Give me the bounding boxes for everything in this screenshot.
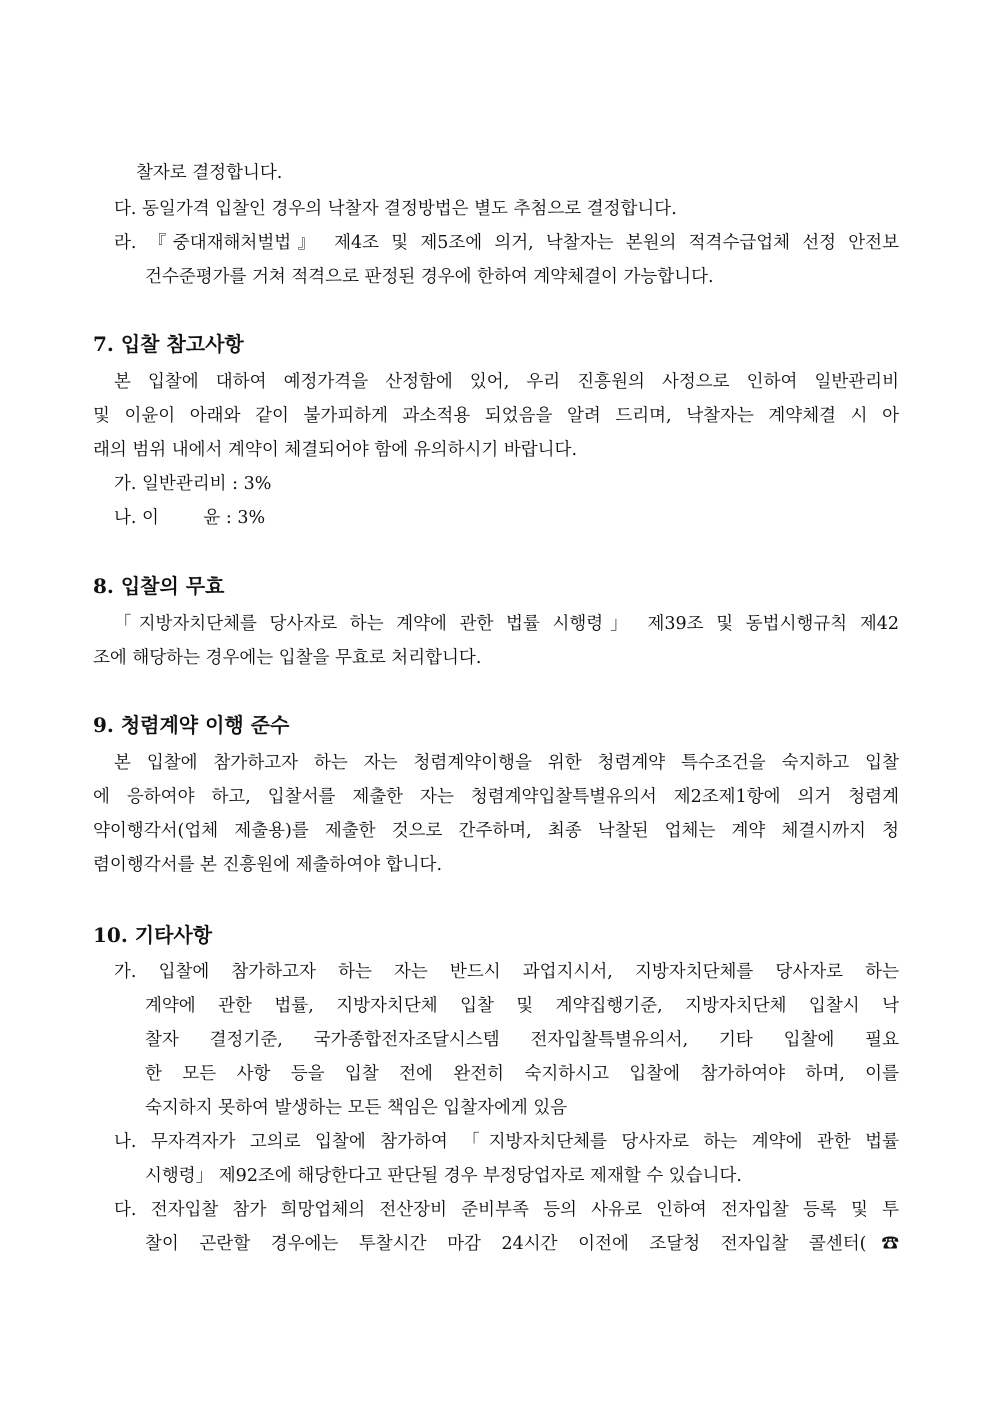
section-10-item-a-line: 찰자 결정기준, 국가종합전자조달시스템 전자입찰특별유의서, 기타 입찰에 필요 [145,1030,899,1050]
section-7-paragraph-line: 본 입찰에 대하여 예정가격을 산정함에 있어, 우리 진흥원의 사정으로 인하여 일반관리비 [114,372,899,392]
sec6-item-ra-continuation: 건수준평가를 거쳐 적격으로 판정된 경우에 한하여 계약체결이 가능합니다. [145,267,714,287]
section-7-paragraph-line: 및 이윤이 아래와 같이 불가피하게 과소적용 되었음을 알려 드리며, 낙찰자는 계약체결 시 아 [93,406,899,426]
section-8-paragraph-line: 「지방자치단체를 당사자로 하는 계약에 관한 법률 시행령」 제39조 및 동법시행규칙 제42 [114,614,899,634]
section-10-item-a: 가. 입찰에 참가하고자 하는 자는 반드시 과업지시서, 지방자치단체를 당사자로 하는 [114,962,899,982]
section-7-item-general-admin: 가. 일반관리비 : 3% [114,474,272,494]
sec6-item-ra: 라. 『중대재해처벌법』 제4조 및 제5조에 의거, 낙찰자는 본원의 적격수급업체 선정 안전보 [114,233,899,253]
section-10-title: 10. 기타사항 [93,923,213,947]
section-10-item-c-line: 찰이 곤란할 경우에는 투찰시간 마감 24시간 이전에 조달청 전자입찰 콜센터(☎ [145,1234,899,1254]
section-10-item-c: 다. 전자입찰 참가 희망업체의 전산장비 준비부족 등의 사유로 인하여 전자입찰 등록 및 투 [114,1200,899,1220]
section-10-item-b-line: 시행령」 제92조에 해당한다고 판단될 경우 부정당업자로 제재할 수 있습니다. [145,1166,742,1186]
section-10-item-b: 나. 무자격자가 고의로 입찰에 참가하여 「지방자치단체를 당사자로 하는 계약에 관한 법률 [114,1132,899,1152]
section-9-paragraph-line: 에 응하여야 하고, 입찰서를 제출한 자는 청렴계약입찰특별유의서 제2조제1항에 의거 청렴계 [93,787,899,807]
section-10-item-a-line: 한 모든 사항 등을 입찰 전에 완전히 숙지하시고 입찰에 참가하여야 하며, 이를 [145,1064,899,1084]
section-7-title: 7. 입찰 참고사항 [93,332,244,356]
section-7-item-profit: 나. 이 윤 : 3% [114,508,266,528]
section-9-title: 9. 청렴계약 이행 준수 [93,713,290,737]
sec6-item-a-continuation: 찰자로 결정합니다. [136,163,283,183]
section-7-paragraph-line: 래의 범위 내에서 계약이 체결되어야 함에 유의하시기 바랍니다. [93,440,578,460]
section-10-item-a-line: 계약에 관한 법률, 지방자치단체 입찰 및 계약집행기준, 지방자치단체 입찰시 낙 [145,996,899,1016]
section-9-paragraph-line: 본 입찰에 참가하고자 하는 자는 청렴계약이행을 위한 청렴계약 특수조건을 숙지하고 입찰 [114,753,899,773]
sec6-item-da: 다. 동일가격 입찰인 경우의 낙찰자 결정방법은 별도 추첨으로 결정합니다. [114,199,677,219]
section-9-paragraph-line: 약이행각서(업체 제출용)를 제출한 것으로 간주하며, 최종 낙찰된 업체는 계약 체결시까지 청 [93,821,899,841]
section-10-item-a-line: 숙지하지 못하여 발생하는 모든 책임은 입찰자에게 있음 [145,1098,568,1118]
section-8-paragraph-line: 조에 해당하는 경우에는 입찰을 무효로 처리합니다. [93,648,482,668]
section-8-title: 8. 입찰의 무효 [93,574,225,598]
section-9-paragraph-line: 렴이행각서를 본 진흥원에 제출하여야 합니다. [93,855,443,875]
